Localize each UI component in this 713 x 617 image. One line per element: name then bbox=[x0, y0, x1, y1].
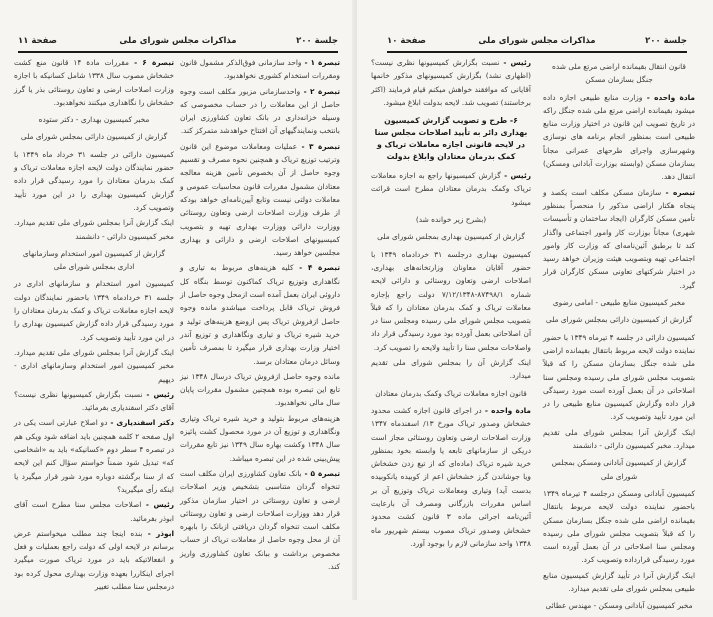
page-number: صفحة ۱۰ bbox=[387, 36, 426, 46]
paragraph bbox=[14, 56, 174, 109]
paragraph bbox=[14, 247, 174, 274]
speaker-or-clause-label: تبصرة ۴ - bbox=[293, 263, 340, 273]
paragraph bbox=[543, 313, 695, 326]
paragraph-text: در اجرای قانون اجازه کشت محدود خشخاش وصدور تریاک مورخ ۱۳/ اسفندماه ۱۳۴۷ وزارت اصلاحات ارضی وتعاون روستائی مجاز است دریکی از سازمانهای تابعه یا وابسته بخود بمنظور خرید شیره تریاک (ماده‌ای که از تیغ زدن خشخاش ویا جوشاندن گرز خشخاش اعم از کوبیده یانکوبیده بدست آید) وتیاری ومعاملات تریاک وتوزیع آن بر اساس مقررات بازرگانی ومصرف آن بارعایت آئین‌نامه اجرائی ماده ۳ قانون کشت محدود خشخاش وصدور تریاک مصوب بیستم شهریور ماه ۱۳۴۸ واحد سازمانی لازم را بوجود آورد. bbox=[371, 405, 531, 548]
paragraph bbox=[543, 456, 695, 483]
paragraph-text: مانده وجوه حاصل ازفروش تریاک درسال ۱۳۴۸ نیز تابع این تبصره بوده همچنین مشمول مقررات پایان سال مالی نخواهدبود. bbox=[180, 371, 340, 408]
text-column-right bbox=[180, 56, 340, 575]
paragraph bbox=[543, 60, 695, 87]
paragraph-text: واحد سازمانی فوق‌الذکر مشمول قانون ومقررات استخدام کشوری نخواهدبود. bbox=[180, 58, 340, 81]
paragraph-text: اصلاحات مجلس سنا مطرح است آقای ابوذر بفرمائید. bbox=[14, 500, 174, 523]
paragraph bbox=[371, 169, 531, 209]
session-number: جلسة ۲۰۰ bbox=[296, 36, 338, 46]
speaker-or-clause-label: رئیس - bbox=[500, 171, 531, 181]
text-column-left bbox=[14, 56, 174, 595]
speaker-or-clause-label: دکتر اسفندیاری - bbox=[107, 418, 174, 428]
header-rule bbox=[18, 51, 338, 53]
speaker-or-clause-label: تبصرة ۶ - bbox=[128, 58, 174, 67]
paragraph bbox=[14, 498, 174, 525]
paragraph bbox=[14, 148, 174, 214]
paragraph-text: نسبت بگزارش کمیسیونها نظری نیست؟ (اظهاری نشد) بگزارش کمیسیونهای مذکور خانمها آقایانی که موافقند خواهش میکنم قیام فرمایند (اکثر برخاستند) تصویب شد. لایحه بدولت ابلاغ میشود. bbox=[371, 58, 531, 107]
paragraph-text: بنده اینجا چند مطلب میخواستم عرض برسانم در لایحه اولی که دولت راجع بعملیات و فعل و انفعالاتیکه باید در مورد تریاک صورت میگیرد اجرای اینکاررا بعهده وزارت بهداری محول کرده بود درمجلس سنا مطلب تغییر bbox=[14, 528, 174, 591]
running-title: مذاکرات مجلس شورای ملی bbox=[119, 36, 237, 46]
paragraph bbox=[180, 261, 340, 367]
speaker-or-clause-label: ابوذر - bbox=[142, 528, 174, 538]
paragraph bbox=[543, 426, 695, 453]
paragraph-text: اینک گزارش آن را بمجلس شورای ملی تقدیم میدارد. bbox=[371, 358, 531, 381]
speaker-or-clause-label: مادة واحده - bbox=[642, 92, 696, 102]
speaker-or-clause-label: رئیس - bbox=[499, 58, 531, 67]
paragraph bbox=[180, 412, 340, 465]
speaker-or-clause-label: مادة واحده - bbox=[481, 405, 531, 415]
paragraph bbox=[371, 56, 531, 109]
paragraph bbox=[371, 248, 531, 354]
paragraph bbox=[14, 527, 174, 593]
paragraph-text: نسبت بگزارش کمیسیونها نظری نیست؟ آقای دکتر اسفندیاری بفرمائید. bbox=[14, 389, 174, 413]
session-number: جلسة ۲۰۰ bbox=[645, 36, 687, 46]
paragraph bbox=[180, 467, 340, 573]
running-title: مذاکرات مجلس شورای ملی bbox=[478, 36, 596, 46]
left-page bbox=[0, 0, 356, 600]
page-header bbox=[387, 36, 687, 50]
page-number: صفحة ۱۱ bbox=[18, 36, 57, 46]
paragraph bbox=[14, 416, 174, 496]
paragraph bbox=[543, 569, 695, 596]
paragraph bbox=[543, 91, 695, 184]
paragraph bbox=[371, 213, 531, 226]
paragraph-text: مخبر کمیسیون آبادانی ومسکن - مهندس عطائی bbox=[545, 601, 693, 611]
paragraph bbox=[180, 140, 340, 260]
paragraph-text: قانون انتقال بقیمانده اراضی مرتع ملی شده جنگل بسازمان مسکن bbox=[552, 62, 686, 85]
right-page bbox=[357, 0, 713, 611]
paragraph bbox=[14, 113, 174, 126]
paragraph-text: بانک تعاون کشاورزی ایران مکلف است تنخواه گردان متناسبی بتشخیص وزیر اصلاحات ارضی و تعاون روستائی در اختیار سازمان مذکور قرار دهد ووزارت اصلاحات ارضی و تعاون روستائی مکلف است تنخواه گردان دریافتی ازبانک را بابهره آن از محل وجوه حاصل از معاملات تریاک از حساب مخصوص برداشت و ببانک تعاون کشاورزی واریز کند. bbox=[180, 468, 340, 571]
paragraph bbox=[14, 346, 174, 386]
paragraph-text: دو اصلاح عبارتی است یکی در اول صفحه ۲ کلمه همچنین باید اضافه شود ویکی هم در تبصره ۴ سطر دوم «کسانیکه» باید به «اشخاصی که» تبدیل شود ضمناً خواستم سؤال کنم این لایحه که از سنا برگشته دوباره مورد شور قرار میگیرد یا اینکه رأی میگیرید؟ bbox=[14, 418, 174, 494]
paragraph-text: گزارش کمیسیونها راجع به اجازه معاملات تریاک وکمک بدرمان معتادان مطرح است قرائت میشود bbox=[371, 171, 531, 207]
paragraph-text: اینک گزارش آنرا بمجلس شورای ملی تقدیم میدارد. مخبر کمیسیون امور استخدام وسازمانهای اداری - دیهیم bbox=[14, 347, 174, 384]
paragraph bbox=[543, 487, 695, 567]
speaker-or-clause-label: تبصره - bbox=[661, 187, 696, 197]
paragraph bbox=[543, 331, 695, 424]
paragraph bbox=[180, 85, 340, 138]
paragraph-text: کمیسیون بهداری درجلسه ۳۱ خردادماه ۱۳۴۹ با حضور آقایان معاونان وزارتخانه‌های بهداری، اصلاحات ارضی وتعاون روستائی و دارائی لایحه شماره ۸۷۴۹۸/۱-۷/۱۲/۱۳۴۸ دولت راجع بإجازه معاملات تریاک و کمک بدرمان معتادان را که قبلاً بتصویب مجلس شورای ملی رسیده ومجلس سنا در آن اصلاحاتی بعمل آورده بود مورد رسیدگی قرار داد واصلاحات مجلس سنا را تأیید ولایحه را تصویب کرد. bbox=[371, 249, 531, 352]
paragraph-text: کمیسیون آبادانی ومسکن درجلسه ۴ تیرماه ۱۳۴۹ باحضور نماینده دولت لایحه مربوط بانتقال بقیمانده اراضی ملی شده جنگل بسازمان مسکن را که قبلاً بتصویب مجلس شورای ملی رسیده ومجلس سنا اصلاحاتی در آن بعمل آورده است مورد رسیدگی قرارداده وتصویب کرد. bbox=[543, 488, 695, 565]
paragraph-text: اینک گزارش آنرا بمجلس شورای ملی تقدیم میدارد. مخبر کمیسیون دارائی - دانشمند bbox=[543, 427, 695, 451]
paragraph-text: هزینه‌های مربوط بتولید و خرید شیره تریاک وتیاری ونگاهداری و توزیع آن در مورد محصول کشت پائیزه سال ۱۳۴۸ وکشت بهاره سال ۱۳۴۹ نیز تابع مقررات پیش‌بینی شده در این تبصره میباشد. bbox=[180, 413, 340, 463]
text-column-left bbox=[371, 56, 531, 552]
paragraph-text: مخبر کمیسیون بهداری - دکتر ستوده bbox=[38, 115, 150, 125]
paragraph-text: اینک گزارش آنرا در تأیید گزارش کمیسیون منابع طبیعی بمجلس شورای ملی تقدیم میدارد. bbox=[543, 570, 695, 593]
speaker-or-clause-label: رئیس - bbox=[142, 389, 174, 399]
paragraph bbox=[543, 296, 695, 309]
text-column-right bbox=[543, 56, 695, 617]
paragraph-text: واحدسازمانی مزبور مکلف است وجوه حاصل از این معاملات را در حساب مخصوصی که وسیله خزانه‌داری در بانک تعاون کشاورزی ایران بانتخب ونمایندگیهای آن افتتاح خواهدشد متمرکز کند. bbox=[180, 86, 340, 136]
paragraph-text: مقررات مادة ۱۴ قانون منع کشت خشخاش مصوب سال ۱۳۳۸ شامل کسانیکه با اجازه وزارت اصلاحات ارضی و تعاون روستائی بذر یا گرز خشخاش را نگاهداری میکنند نخواهدبود. bbox=[14, 58, 175, 107]
paragraph-text: گزارش از کمیسیون دارائی بمجلس شورای ملی bbox=[545, 315, 693, 325]
paragraph-text: گزارش از کمیسیون آبادانی ومسکن بمجلس شورای ملی bbox=[551, 458, 687, 481]
paragraph bbox=[180, 370, 340, 410]
header-rule bbox=[387, 51, 687, 53]
paragraph-text: گزارش از کمیسیون دارائی بمجلس شورای ملی bbox=[20, 132, 168, 142]
paragraph-text: کمیسیون دارائی در جلسه ۳۱ خرداد ماه ۱۳۴۹ با حضور نمایندگان دولت لایحه اجازه معاملات تریاک و کمک بدرمان معتادان را مورد رسیدگی قرار داده گزارش کمیسیون بهداری را در این مورد تأیید وتصویب کرد. bbox=[14, 149, 174, 212]
paragraph-text: مخبر کمیسیون منابع طبیعی - امامی رضوی bbox=[552, 298, 686, 308]
paragraph bbox=[371, 387, 531, 400]
speaker-or-clause-label: تبصرة ۱ - bbox=[301, 58, 341, 67]
paragraph bbox=[14, 277, 174, 343]
paragraph-text: سازمان مسکن مکلف است یکصد و پنجاه هکتار اراضی مذکور را منحصراً بمنظور تأمین مسکن کارگران (ایجاد ساختمان و تأسیسات شهری) مجاناً بوزارت کار وامور اجتماعی واگذار کند تا برطبق آئین‌نامه‌ای که وزارت کار وامور اجتماعی تهیه وبتصویب هیئت وزیران خواهد رسید در اختیار شرکتهای تعاونی مسکن کارگران قرار گیرد. bbox=[543, 187, 695, 290]
page-header bbox=[18, 36, 338, 50]
paragraph bbox=[371, 230, 531, 243]
paragraph-text: اینک گزارش آنرا بمجلس شورای ملی تقدیم میدارد. مخبر کمیسیون دارائی - دانشمند bbox=[14, 218, 174, 241]
paragraph-text: گزارش از کمیسیون بهداری بمجلس شورای ملی bbox=[377, 232, 525, 242]
speaker-or-clause-label: تبصرة ۲ - bbox=[300, 86, 340, 96]
paragraph bbox=[14, 216, 174, 243]
paragraph-text: گزارش از کمیسیون امور استخدام وسازمانهای اداری بمجلس شورای ملی bbox=[22, 248, 166, 272]
paragraph-text: وزارت منابع طبیعی اجازه داده میشود بقیمانده اراضی مرتع ملی شده جنگل راکه در تاریخ تصویب این قانون در اختیار وزارت منابع طبیعی است بمنظور انجام برنامه های نوسازی وشهرسازی واجرای طرحهای عمرانی مجاناً بسازمان مسکن (وابسته بوزارت آبادانی ومسکن) انتقال دهد. bbox=[543, 92, 695, 182]
paragraph-text: عملیات ومعاملات موضوع این قانون وترتیب توزیع تریاک و همچنین نحوه مصرف و تقسیم وجوه حاصل از آن بخصوص تأمین هزینه معالجه معتادان مشمول مقررات قانون محاسبات عمومی و معاملات دولتی نیست وتابع آیین‌نامه‌ای خواهد بودکه از طرف وزارت اصلاحات ارضی وتعاون روستائی ووزارت دارائی ووزارت بهداری تهیه و بتصویب کمیسیونهای اصلاحات ارضی و دارائی و بهداری مجلسین خواهد رسید. bbox=[180, 141, 340, 258]
paragraph bbox=[543, 186, 695, 292]
paragraph-text: ۶- طرح و تصویب گزارش کمیسیون بهداری دائر به تأیید اصلاحات مجلس سنا در لایحه قانونی اجازه معاملات تریاک و کمک بدرمان معتادان وابلاغ بدولت bbox=[374, 116, 528, 162]
paragraph-text: قانون اجازه معاملات تریاک وکمک بدرمان معتادان bbox=[375, 388, 527, 398]
speaker-or-clause-label: رئیس - bbox=[141, 500, 174, 510]
paragraph-text: کلیه هزینه‌های مربوط به تیاری و نگاهداری وتوزیع تریاک کماکنون توسط بنگاه کل داروئی ایران بعمل آمده است ازمحل وجوه حاصل از فروش تریاک قابل پرداخت میباشدو مانده وجوه حاصل ازفروش تریاک پس ازوضع هزینه‌های تولید و خرید شیره تریاک و تیاری ونگاهداری و توزیع آندر اختیار وزارت بهداری قرار میگیرد تا بمصرف تأمین وسائل درمان معتادان برسد. bbox=[179, 263, 340, 366]
paragraph-text: (بشرح زیر خوانده شد) bbox=[415, 215, 487, 225]
paragraph bbox=[14, 388, 174, 415]
paragraph bbox=[543, 599, 695, 612]
speaker-or-clause-label: تبصرة ۵ - bbox=[301, 468, 341, 478]
paragraph bbox=[180, 56, 340, 83]
paragraph-text: کمیسیون امور استخدام و سازمانهای اداری در جلسه ۳۱ خردادماه ۱۳۴۹ باحضور نمایندگان دولت لایحه اجازه معاملات تریاک و کمک بدرمان معتادان را مورد رسیدگی قرار داده گزارش کمیسیون بهداری را در این مورد تأیید وتصویب کرد. bbox=[14, 279, 174, 342]
section-heading bbox=[371, 115, 531, 163]
speaker-or-clause-label: تبصرة ۳ - bbox=[297, 141, 340, 151]
paragraph bbox=[371, 404, 531, 550]
paragraph-text: کمیسیون دارائی در جلسه ۴ تیرماه ۱۳۴۹ با حضور نماینده دولت لایحه مربوط بانتقال بقیمانده اراضی ملی شده جنگل بسازمان مسکن را که قبلاً بتصویب مجلس شورای ملی رسیده ومجلس سنا اصلاحاتی در آن بعمل آورده است مورد رسیدگی قرار داده وگزارش کمیسیون منابع طبیعی را در این مورد تأیید وتصویب کرد. bbox=[543, 332, 696, 422]
paragraph bbox=[371, 356, 531, 383]
paragraph bbox=[14, 130, 174, 143]
